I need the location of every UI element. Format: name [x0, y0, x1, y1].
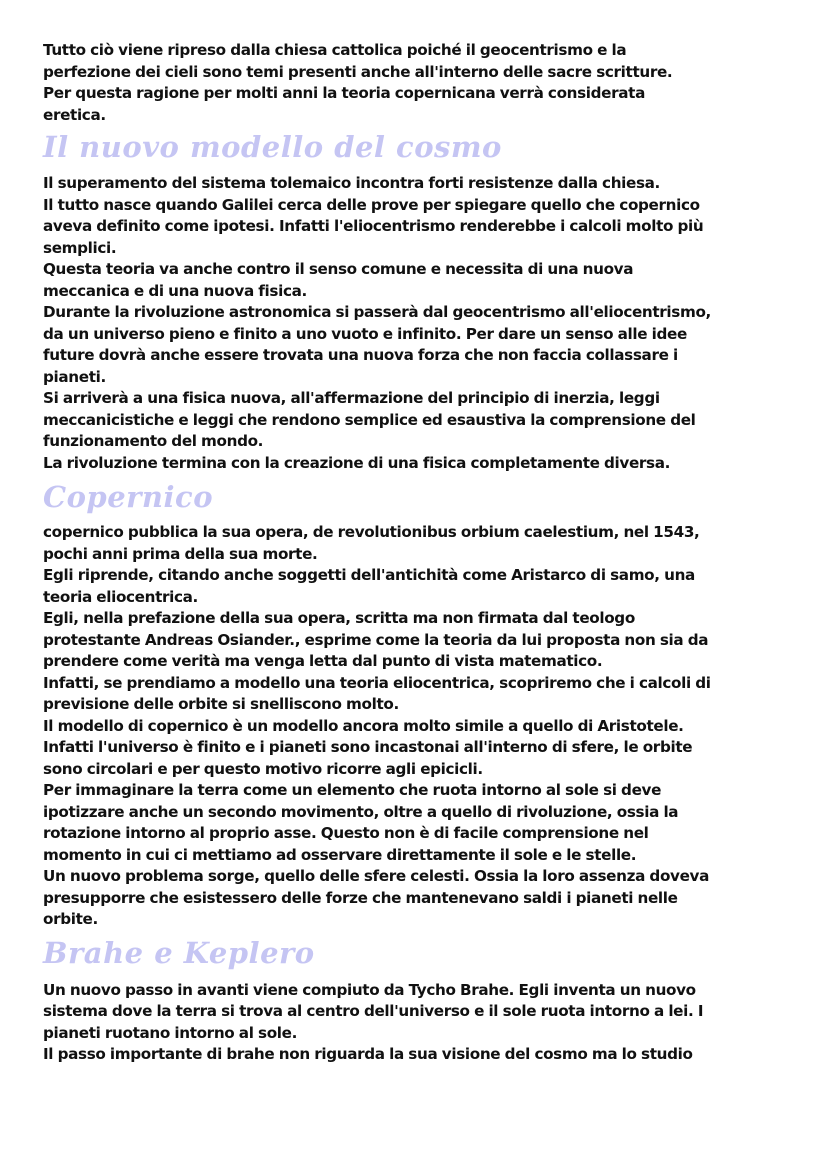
intro-paragraph [43, 40, 803, 126]
document-page [43, 40, 803, 1066]
text-line: Il passo importante di brahe non riguarda la sua visione del cosmo ma lo studio [43, 1045, 693, 1063]
text-line: aveva definito come ipotesi. Infatti l'eliocentrismo renderebbe i calcoli molto più [43, 217, 704, 235]
text-line: Per questa ragione per molti anni la teoria copernicana verrà considerata [43, 84, 645, 102]
text-line: protestante Andreas Osiander., esprime come la teoria da lui proposta non sia da [43, 630, 709, 649]
text-line: da un universo pieno e finito a uno vuoto e infinito. Per dare un senso alle idee [43, 324, 687, 343]
text-line: Un nuovo problema sorge, quello delle sfere celesti. Ossia la loro assenza doveva [43, 867, 709, 885]
text-line: Egli, nella prefazione della sua opera, scritta ma non firmata dal teologo [43, 609, 635, 627]
text-line: presupporre che esistessero delle forze che mantenevano saldi i pianeti nelle [43, 888, 678, 907]
text-line: La rivoluzione termina con la creazione di una fisica completamente diversa. [43, 453, 671, 472]
text-line: funzionamento del mondo. [43, 432, 264, 450]
text-line: meccanica e di una nuova fisica. [43, 281, 307, 300]
section-body-copernico [43, 522, 803, 931]
text-line: Egli riprende, citando anche soggetti dell'antichità come Aristarco di samo, una [43, 566, 695, 584]
text-line: Tutto ciò viene ripreso dalla chiesa cattolica poiché il geocentrismo e la [43, 41, 627, 59]
text-line: meccanicistiche e leggi che rendono semplice ed esaustiva la comprensione del [43, 410, 696, 429]
section-body-nuovo-modello [43, 173, 803, 474]
text-line: ipotizzare anche un secondo movimento, oltre a quello di rivoluzione, ossia la [43, 802, 679, 821]
text-line: orbite. [43, 910, 98, 928]
text-line: pianeti ruotano intorno al sole. [43, 1023, 297, 1042]
text-line: semplici. [43, 238, 117, 257]
text-line: momento in cui ci mettiamo ad osservare direttamente il sole e le stelle. [43, 845, 637, 864]
text-line: Si arriverà a una fisica nuova, all'affermazione del principio di inerzia, leggi [43, 389, 660, 407]
text-line: copernico pubblica la sua opera, de revolutionibus orbium caelestium, nel 1543, [43, 523, 700, 541]
section-heading-brahe-keplero: Brahe e Keplero [43, 935, 315, 970]
text-line: Infatti l'universo è finito e i pianeti sono incastonai all'interno di sfere, le orbite [43, 738, 693, 756]
section-heading-nuovo-modello: Il nuovo modello del cosmo [43, 130, 502, 164]
text-line: Il superamento del sistema tolemaico incontra forti resistenze dalla chiesa. [43, 174, 660, 192]
text-line: perfezione dei cieli sono temi presenti anche all'interno delle sacre scritture. [43, 62, 673, 81]
text-line: sistema dove la terra si trova al centro dell'universo e il sole ruota intorno a lei. I [43, 1002, 704, 1020]
text-line: Infatti, se prendiamo a modello una teoria eliocentrica, scopriremo che i calcoli di [43, 673, 711, 692]
text-line: Durante la rivoluzione astronomica si passerà dal geocentrismo all'eliocentrismo, [43, 303, 711, 321]
text-line: future dovrà anche essere trovata una nuova forza che non faccia collassare i [43, 346, 678, 364]
text-line: rotazione intorno al proprio asse. Questo non è di facile comprensione nel [43, 824, 649, 842]
text-line: teoria eliocentrica. [43, 587, 198, 606]
text-line: Un nuovo passo in avanti viene compiuto da Tycho Brahe. Egli inventa un nuovo [43, 980, 696, 999]
text-line: pianeti. [43, 367, 106, 386]
text-line: Il modello di copernico è un modello ancora molto simile a quello di Aristotele. [43, 716, 684, 735]
text-line: eretica. [43, 105, 106, 124]
text-line: Questa teoria va anche contro il senso comune e necessita di una nuova [43, 260, 634, 278]
text-line: previsione delle orbite si snelliscono molto. [43, 695, 399, 713]
text-line: sono circolari e per questo motivo ricorre agli epicicli. [43, 759, 483, 778]
text-line: prendere come verità ma venga letta dal punto di vista matematico. [43, 652, 603, 670]
text-line: pochi anni prima della sua morte. [43, 544, 318, 563]
text-line: Il tutto nasce quando Galilei cerca delle prove per spiegare quello che copernico [43, 195, 700, 214]
section-heading-copernico: Copernico [43, 480, 214, 514]
section-body-brahe-keplero [43, 980, 803, 1066]
text-line: Per immaginare la terra come un elemento che ruota intorno al sole si deve [43, 781, 662, 799]
